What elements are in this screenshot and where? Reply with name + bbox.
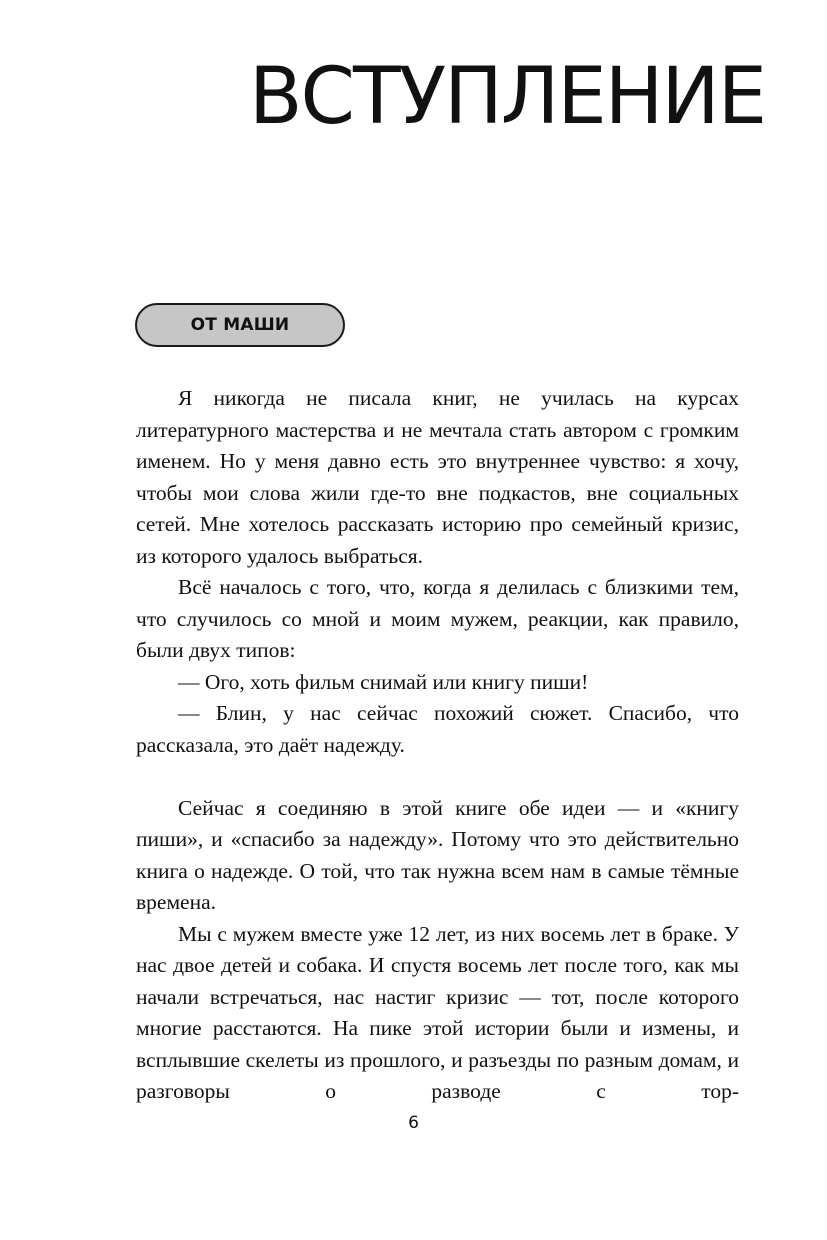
page-number: 6 bbox=[408, 1113, 419, 1133]
paragraph: Я никогда не писала книг, не училась на курсах литературного мастерства и не мечтала стать автором с громким именем. Но у меня давно есть это внутреннее чувство: я хочу, чтобы мои слова жили где-то вне подкастов, вне социальных сетей. Мне хотелось рассказать историю про семейный кризис, из которого удалось выбраться. bbox=[136, 386, 739, 568]
paragraph: Всё началось с того, что, когда я делилась с близкими тем, что случилось со мной и моим мужем, реакции, как правило, были двух типов: bbox=[136, 575, 739, 662]
paragraph: Сейчас я соединяю в этой книге обе идеи — и «книгу пиши», и «спасибо за надежду». Потому что это действительно книга о надежде. О той, что так нужна всем нам в самые тёмные времена. bbox=[136, 795, 739, 914]
section-tag bbox=[135, 303, 345, 347]
dialogue-line: — Блин, у нас сейчас похожий сюжет. Спасибо, что рассказала, это даёт надежду. bbox=[136, 701, 739, 757]
paragraph-gap bbox=[136, 761, 739, 793]
paragraph: Мы с мужем вместе уже 12 лет, из них восемь лет в браке. У нас двое детей и собака. И спустя восемь лет после того, как мы начали встречаться, нас настиг кризис — тот, после которого многие расстаются. На пике этой истории были и измены, и всплывшие скелеты из прошлого, и разъезды по разным домам, и разговоры о разводе с тор- bbox=[136, 921, 739, 1103]
section-tag-label: ОТ МАШИ bbox=[190, 315, 290, 335]
chapter-title: ВСТУПЛЕНИЕ bbox=[248, 52, 765, 142]
dialogue-line: — Ого, хоть фильм снимай или книгу пиши! bbox=[178, 669, 589, 694]
body-text bbox=[136, 383, 739, 1108]
